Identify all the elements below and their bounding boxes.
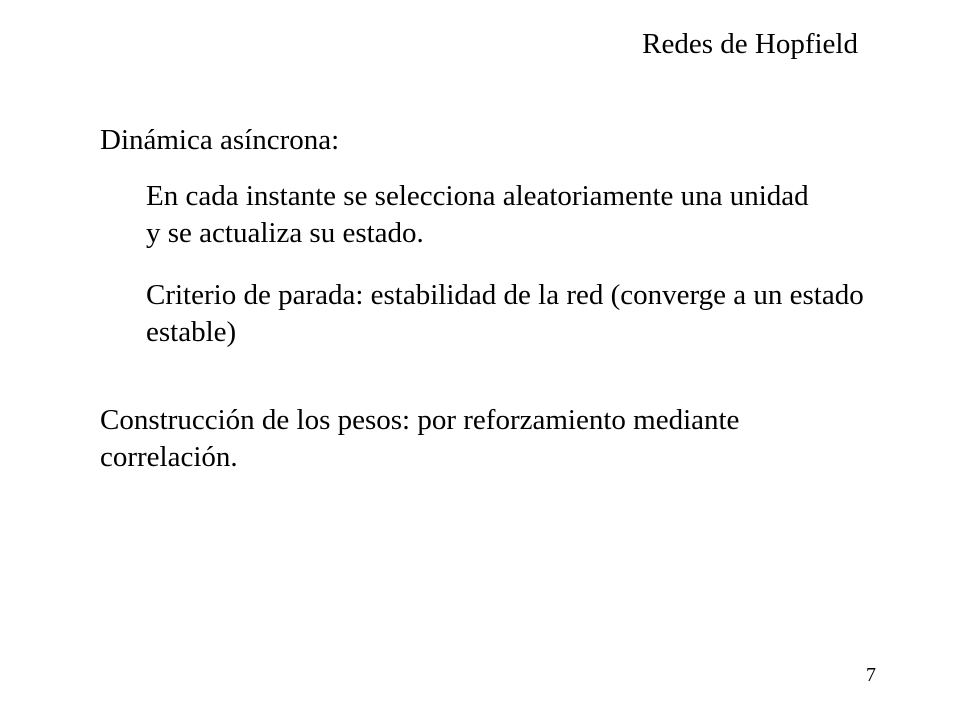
page-number: 7 bbox=[866, 664, 876, 686]
paragraph-stop-criterion: Criterio de parada: estabilidad de la red (converge a un estado estable) bbox=[146, 279, 864, 348]
paragraph-weight-construction: Construcción de los pesos: por reforzamiento mediante correlación. bbox=[100, 404, 740, 473]
paragraph-async-update: En cada instante se selecciona aleatoriamente una unidad y se actualiza su estado. bbox=[146, 180, 809, 249]
section-heading: Dinámica asíncrona: bbox=[100, 124, 340, 156]
slide-title: Redes de Hopfield bbox=[642, 28, 858, 60]
